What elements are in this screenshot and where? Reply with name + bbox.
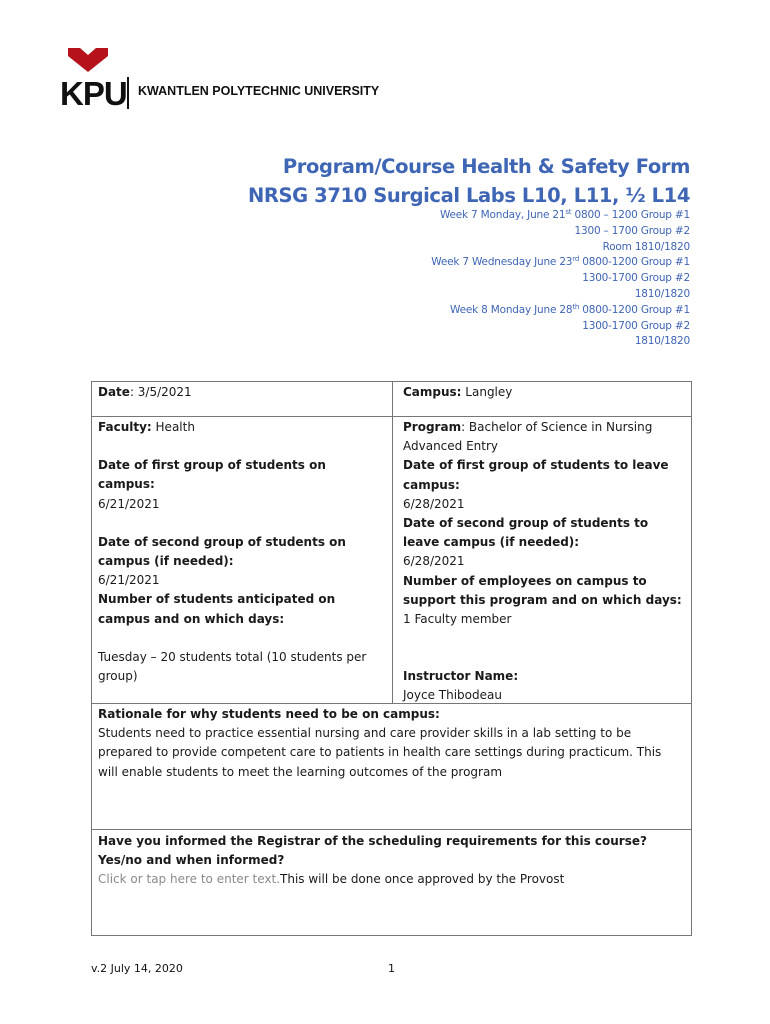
schedule-line: 1810/1820 (634, 335, 690, 348)
right-column (403, 418, 687, 706)
second-group-on-campus-field[interactable]: Date of second group of students on campus (if needed): 6/21/2021 (98, 534, 346, 588)
employees-field[interactable]: Number of employees on campus to support this program and on which days: 1 Faculty member (403, 573, 682, 627)
instructor-field[interactable]: Instructor Name: Joyce Thibodeau (403, 669, 519, 703)
row-divider (92, 416, 691, 417)
logo-divider (127, 77, 129, 109)
schedule-line: Week 7 Wednesday June 23rd 0800-1200 Group #1 (431, 255, 690, 269)
schedule (431, 208, 690, 350)
left-column (98, 418, 386, 686)
registrar-placeholder[interactable]: Click or tap here to enter text. (98, 872, 281, 887)
schedule-line: 1300-1700 Group #2 (582, 319, 690, 332)
students-anticipated-field[interactable]: Number of students anticipated on campus and on which days: Tuesday – 20 students total (10 students per group) (98, 592, 367, 684)
second-group-leave-field[interactable]: Date of second group of students to leave campus (if needed): 6/28/2021 (403, 516, 649, 569)
first-group-leave-field[interactable]: Date of first group of students to leave campus: 6/28/2021 (403, 458, 669, 511)
form-title: Program/Course Health & Safety Form (282, 155, 690, 178)
page-number: 1 (388, 962, 395, 975)
schedule-line: 1300-1700 Group #2 (582, 272, 690, 285)
schedule-line: Room 1810/1820 (602, 240, 690, 253)
university-name: KWANTLEN POLYTECHNIC UNIVERSITY (138, 84, 380, 98)
version-footer: v.2 July 14, 2020 (91, 962, 183, 975)
schedule-line: Week 8 Monday June 28th 0800-1200 Group #1 (450, 302, 690, 316)
registrar-field[interactable]: Have you informed the Registrar of the scheduling requirements for this course? Yes/no and when informed? Click or tap here to enter text.This will be done once approved by the Provost (98, 834, 647, 887)
faculty-field[interactable]: Faculty: Health (98, 420, 195, 434)
health-safety-form (91, 381, 692, 936)
rationale-field[interactable]: Rationale for why students need to be on campus: Students need to practice essential nursing and care provider skills in a lab setting to be prepared to provide competent care to patients in health care settings during practicum. This will enable students to meet the learning outcomes of the program (98, 707, 662, 779)
column-divider (392, 382, 393, 703)
campus-field[interactable]: Campus: Langley (403, 385, 513, 399)
schedule-line: 1300 – 1700 Group #2 (574, 224, 690, 237)
schedule-line: Week 7 Monday, June 21st 0800 – 1200 Group #1 (439, 208, 690, 221)
program-field[interactable]: Program: Bachelor of Science in Nursing Advanced Entry (403, 420, 653, 454)
row-divider (92, 829, 691, 830)
date-field[interactable]: Date: 3/5/2021 (98, 385, 192, 399)
logo-abbrev: KPU (60, 75, 127, 112)
course-title: NRSG 3710 Surgical Labs L10, L11, ½ L14 (247, 184, 690, 207)
schedule-line: 1810/1820 (634, 287, 690, 300)
form-title-block (248, 152, 690, 210)
first-group-on-campus-field[interactable]: Date of first group of students on campus: 6/21/2021 (98, 458, 326, 511)
